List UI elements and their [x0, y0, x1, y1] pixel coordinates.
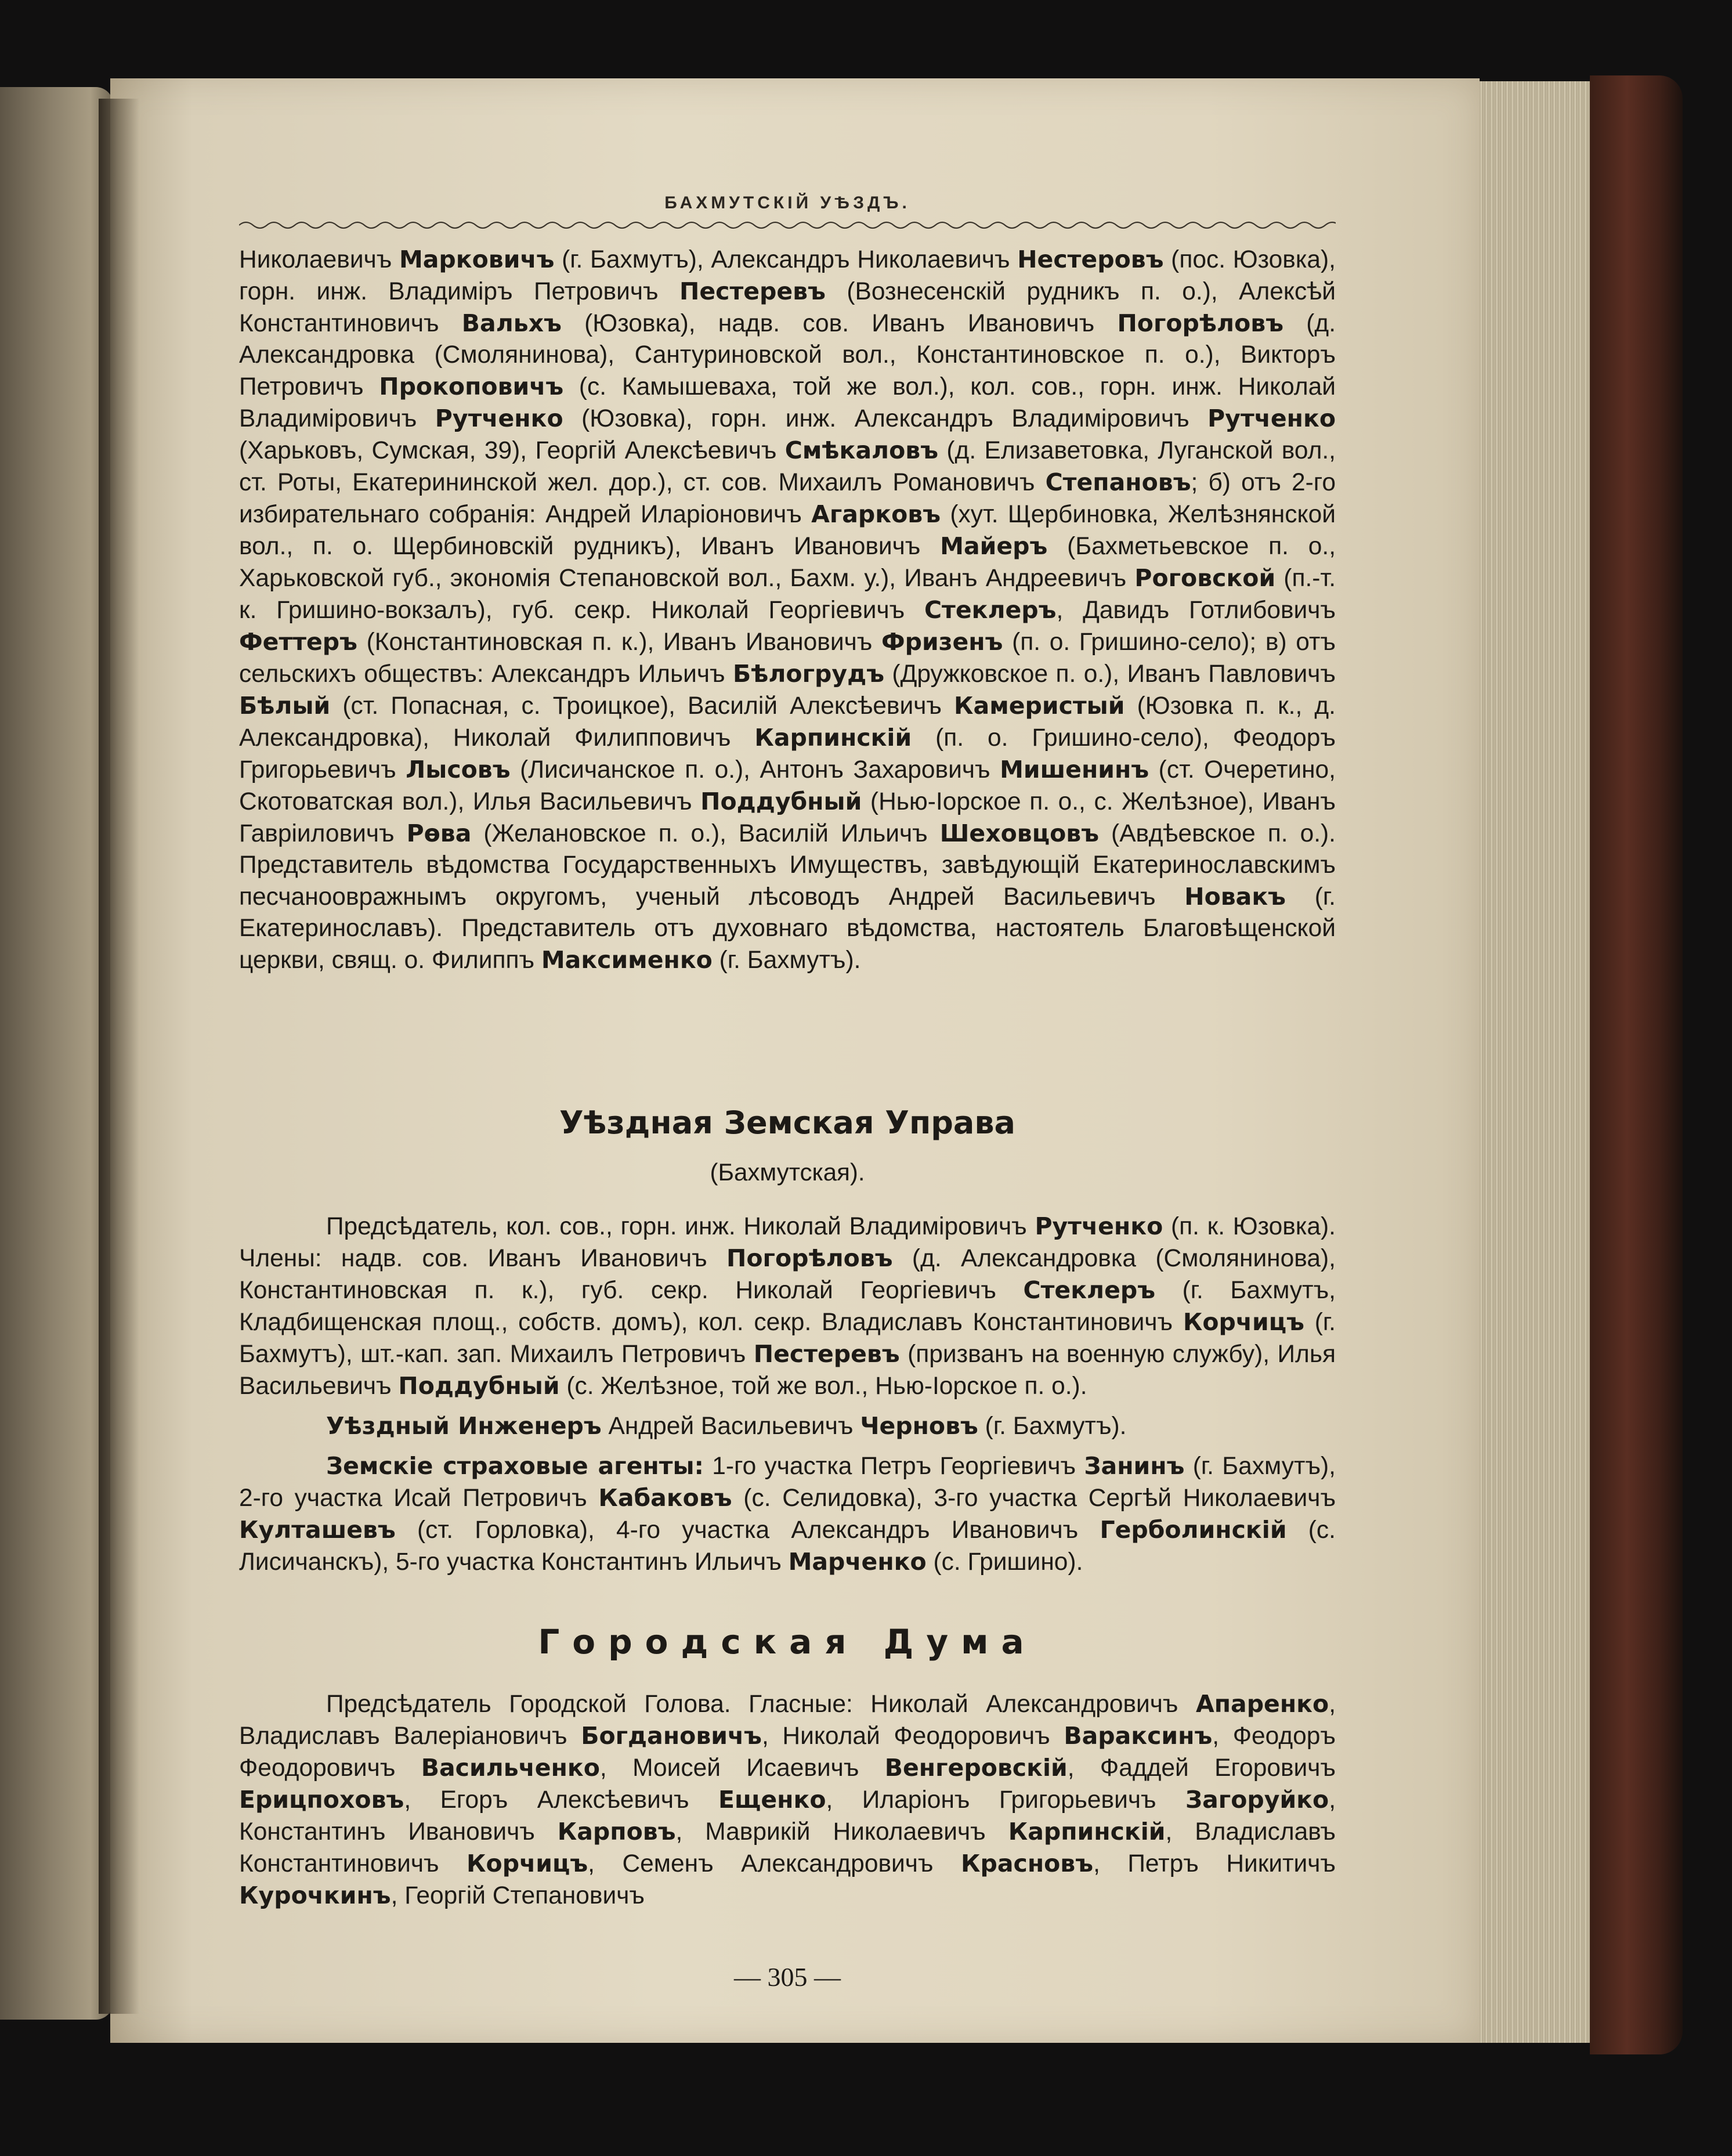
bold-surname: Красновъ — [960, 1850, 1094, 1877]
bold-surname: Камеристый — [954, 692, 1125, 720]
bold-surname: Фризенъ — [881, 628, 1003, 656]
bold-surname: Кабаковъ — [598, 1484, 732, 1512]
bold-surname: Герболинскiй — [1100, 1516, 1287, 1544]
bold-surname: Бѣлый — [239, 692, 331, 720]
bold-surname: Апаренко — [1195, 1690, 1329, 1718]
bold-surname: Ерицпоховъ — [239, 1786, 404, 1814]
page-content — [239, 192, 1336, 2014]
heading-city-duma: Городская Дума — [538, 1622, 1037, 1662]
bold-surname: Максименко — [541, 946, 713, 974]
bold-surname: Вараксинъ — [1064, 1722, 1213, 1750]
bold-surname: Погорѣловъ — [726, 1244, 893, 1272]
bold-surname: Земскiе страховые агенты: — [326, 1452, 704, 1480]
page-number: — 305 — — [734, 1962, 841, 1992]
bold-surname: Карпинскiй — [1008, 1818, 1166, 1846]
bold-surname: Феттеръ — [239, 628, 357, 656]
bold-surname: Смѣкаловъ — [784, 436, 938, 464]
bold-surname: Рутченко — [1207, 405, 1336, 432]
bold-surname: Корчицъ — [1183, 1308, 1304, 1336]
paragraph-insurance-agents: Земскiе страховые агенты: 1-го участка Петръ Георгiевичъ Занинъ (г. Бахмутъ), 2-го участка Исай Петровичъ Кабаковъ (с. Селидовка), 3-го участка Сергѣй Николаевичъ Култашевъ (ст. Горловка), 4-го участка Александръ Ивановичъ Герболинскiй (с. Лисичанскъ), 5-го участка Константинъ Ильичъ Марченко (с. Гришино). — [239, 1452, 1336, 1576]
bold-surname: Поддубный — [398, 1372, 560, 1400]
bold-surname: Мишенинъ — [1000, 756, 1149, 783]
paragraph-district-engineer: Уѣздный Инженеръ Андрей Васильевичъ Черновъ (г. Бахмутъ). — [326, 1412, 1127, 1440]
bold-surname: Богдановичъ — [581, 1722, 762, 1750]
bold-surname: Уѣздный Инженеръ — [326, 1412, 602, 1440]
paragraph-duma-members: Предсѣдатель Городской Голова. Гласные: Николай Александровичъ Апаренко, Владиславъ Валерiановичъ Богдановичъ, Николай Феодоровичъ Вараксинъ, Феодоръ Феодоровичъ Васильченко, Моисей Исаевичъ Венгеровскiй, Фаддей Егоровичъ Ерицпоховъ, Егоръ Алексѣевичъ Ещенко, Иларiонъ Григорьевичъ Загоруйко, Константинъ Ивановичъ Карповъ, Маврикiй Николаевичъ Карпинскiй, Владиславъ Константиновичъ Корчицъ, Семенъ Александровичъ Красновъ, Петръ Никитичъ Курочкинъ, Георгiй Степановичъ — [239, 1690, 1336, 1909]
page-stack — [1462, 81, 1601, 2043]
paragraph-electors: Николаевичъ Марковичъ (г. Бахмутъ), Александръ Николаевичъ Нестеровъ (пос. Юзовка), горн. инж. Владимiръ Петровичъ Пестеревъ (Вознесенскiй рудникъ п. о.), Алексѣй Константиновичъ Вальхъ (Юзовка), надв. сов. Иванъ Ивановичъ Погорѣловъ (д. Александровка (Смолянинова), Сантуриновской вол., Константиновское п. о.), Викторъ Петровичъ Прокоповичъ (с. Камышеваха, той же вол.), кол. сов., горн. инж. Николай Владимiровичъ Рутченко (Юзовка), горн. инж. Александръ Владимiровичъ Рутченко (Харьковъ, Сумская, 39), Георгiй Алексѣевичъ Смѣкаловъ (д. Елизаветовка, Луганской вол., ст. Роты, Екатерининской жел. дор.), ст. сов. Михаилъ Романовичъ Степановъ; б) отъ 2-го избирательнаго собранiя: Андрей Иларiоновичъ Агарковъ (хут. Щербиновка, Желѣзнянской вол., п. о. Щербиновскiй рудникъ), Иванъ Ивановичъ Майеръ (Бахметьевское п. о., Харьковской губ., экономiя Степановской вол., Бахм. у.), Иванъ Андреевичъ Роговской (п.-т. к. Гришино-вокзалъ), губ. секр. Николай Георгiевичъ Стеклеръ, Давидъ Готлибовичъ Феттеръ (Константиновская п. к.), Иванъ Ивановичъ Фризенъ (п. о. Гришино-село); в) отъ сельскихъ обществъ: Александръ Ильичъ Бѣлогрудъ (Дружковское п. о.), Иванъ Павловичъ Бѣлый (ст. Попасная, с. Троицкое), Василiй Алексѣевичъ Камеристый (Юзовка п. к., д. Александровка), Николай Филипповичъ Карпинскiй (п. о. Гришино-село), Феодоръ Григорьевичъ Лысовъ (Лисичанское п. о.), Антонъ Захаровичъ Мишенинъ (ст. Очеретино, Скотоватская вол.), Илья Васильевичъ Поддубный (Нью-Iорское п. о., с. Желѣзное), Иванъ Гаврiиловичъ Рѳва (Желановское п. о.), Василiй Ильичъ Шеховцовъ (Авдѣевское п. о.). Представитель вѣдомства Государственныхъ Имуществъ, завѣдующiй Екатеринославскимъ песчанооврaжнымъ округомъ, ученый лѣсоводъ Андрей Васильевичъ Новакъ (г. Екатеринославъ). Представитель отъ духовнаго вѣдомства, настоятель Благовѣщенской церкви, свящ. о. Филиппъ Максименко (г. Бахмутъ). — [239, 245, 1336, 974]
bold-surname: Загоруйко — [1185, 1786, 1329, 1814]
bold-surname: Занинъ — [1084, 1452, 1185, 1480]
bold-surname: Венгеровскiй — [884, 1754, 1068, 1782]
bold-surname: Агарковъ — [811, 500, 941, 528]
bold-surname: Роговской — [1134, 564, 1276, 592]
bold-surname: Марченко — [788, 1548, 927, 1576]
paragraph-board-members: Предсѣдатель, кол. сов., горн. инж. Николай Владимiровичъ Рутченко (п. к. Юзовка). Члены: надв. сов. Иванъ Ивановичъ Погорѣловъ (д. Александровка (Смолянинова), Константиновская п. к.), губ. секр. Николай Георгiевичъ Стеклеръ (г. Бахмутъ, Кладбищенская площ., собств. домъ), кол. секр. Владиславъ Константиновичъ Корчицъ (г. Бахмутъ), шт.-кап. зап. Михаилъ Петровичъ Пестеревъ (призванъ на военную службу), Илья Васильевичъ Поддубный (с. Желѣзное, той же вол., Нью-Iорское п. о.). — [239, 1212, 1336, 1400]
bold-surname: Черновъ — [860, 1412, 978, 1440]
bold-surname: Прокоповичъ — [379, 373, 564, 400]
bold-surname: Васильченко — [421, 1754, 600, 1782]
bold-surname: Новакъ — [1184, 883, 1286, 911]
bold-surname: Рутченко — [1035, 1212, 1163, 1240]
bold-surname: Пестеревъ — [753, 1340, 900, 1368]
heading-zemstvo-board: Уѣздная Земская Управа — [559, 1104, 1015, 1141]
bold-surname: Рутченко — [435, 405, 563, 432]
running-head: БАХМУТСКIЙ УѢЗДЪ. — [664, 193, 910, 212]
bold-surname: Курочкинъ — [239, 1881, 391, 1909]
bold-surname: Бѣлогрудъ — [732, 660, 885, 688]
subheading-bakhmut: (Бахмутская). — [710, 1158, 865, 1186]
bold-surname: Лысовъ — [406, 756, 511, 783]
bold-surname: Поддубный — [700, 788, 862, 815]
bold-surname: Степановъ — [1045, 468, 1191, 496]
bold-surname: Ещенко — [718, 1786, 826, 1814]
bold-surname: Карпинскiй — [754, 724, 912, 752]
bold-surname: Майеръ — [940, 532, 1048, 560]
bold-surname: Погорѣловъ — [1117, 309, 1284, 337]
bold-surname: Стеклеръ — [1023, 1276, 1156, 1304]
bold-surname: Корчицъ — [467, 1850, 588, 1877]
bold-surname: Пестеревъ — [679, 277, 826, 305]
book-cover-binding — [1590, 75, 1683, 2054]
bold-surname: Нестеровъ — [1017, 245, 1164, 273]
bold-surname: Марковичъ — [399, 245, 555, 273]
left-page-edge — [0, 87, 113, 2020]
bold-surname: Култашевъ — [239, 1516, 396, 1544]
bold-surname: Шеховцовъ — [939, 819, 1100, 847]
bold-surname: Рѳва — [406, 819, 472, 847]
bold-surname: Вальхъ — [461, 309, 562, 337]
bold-surname: Карповъ — [557, 1818, 676, 1846]
wavy-rule-ornament — [239, 215, 1336, 236]
book-gutter — [99, 99, 139, 2014]
bold-surname: Стеклеръ — [924, 596, 1057, 624]
